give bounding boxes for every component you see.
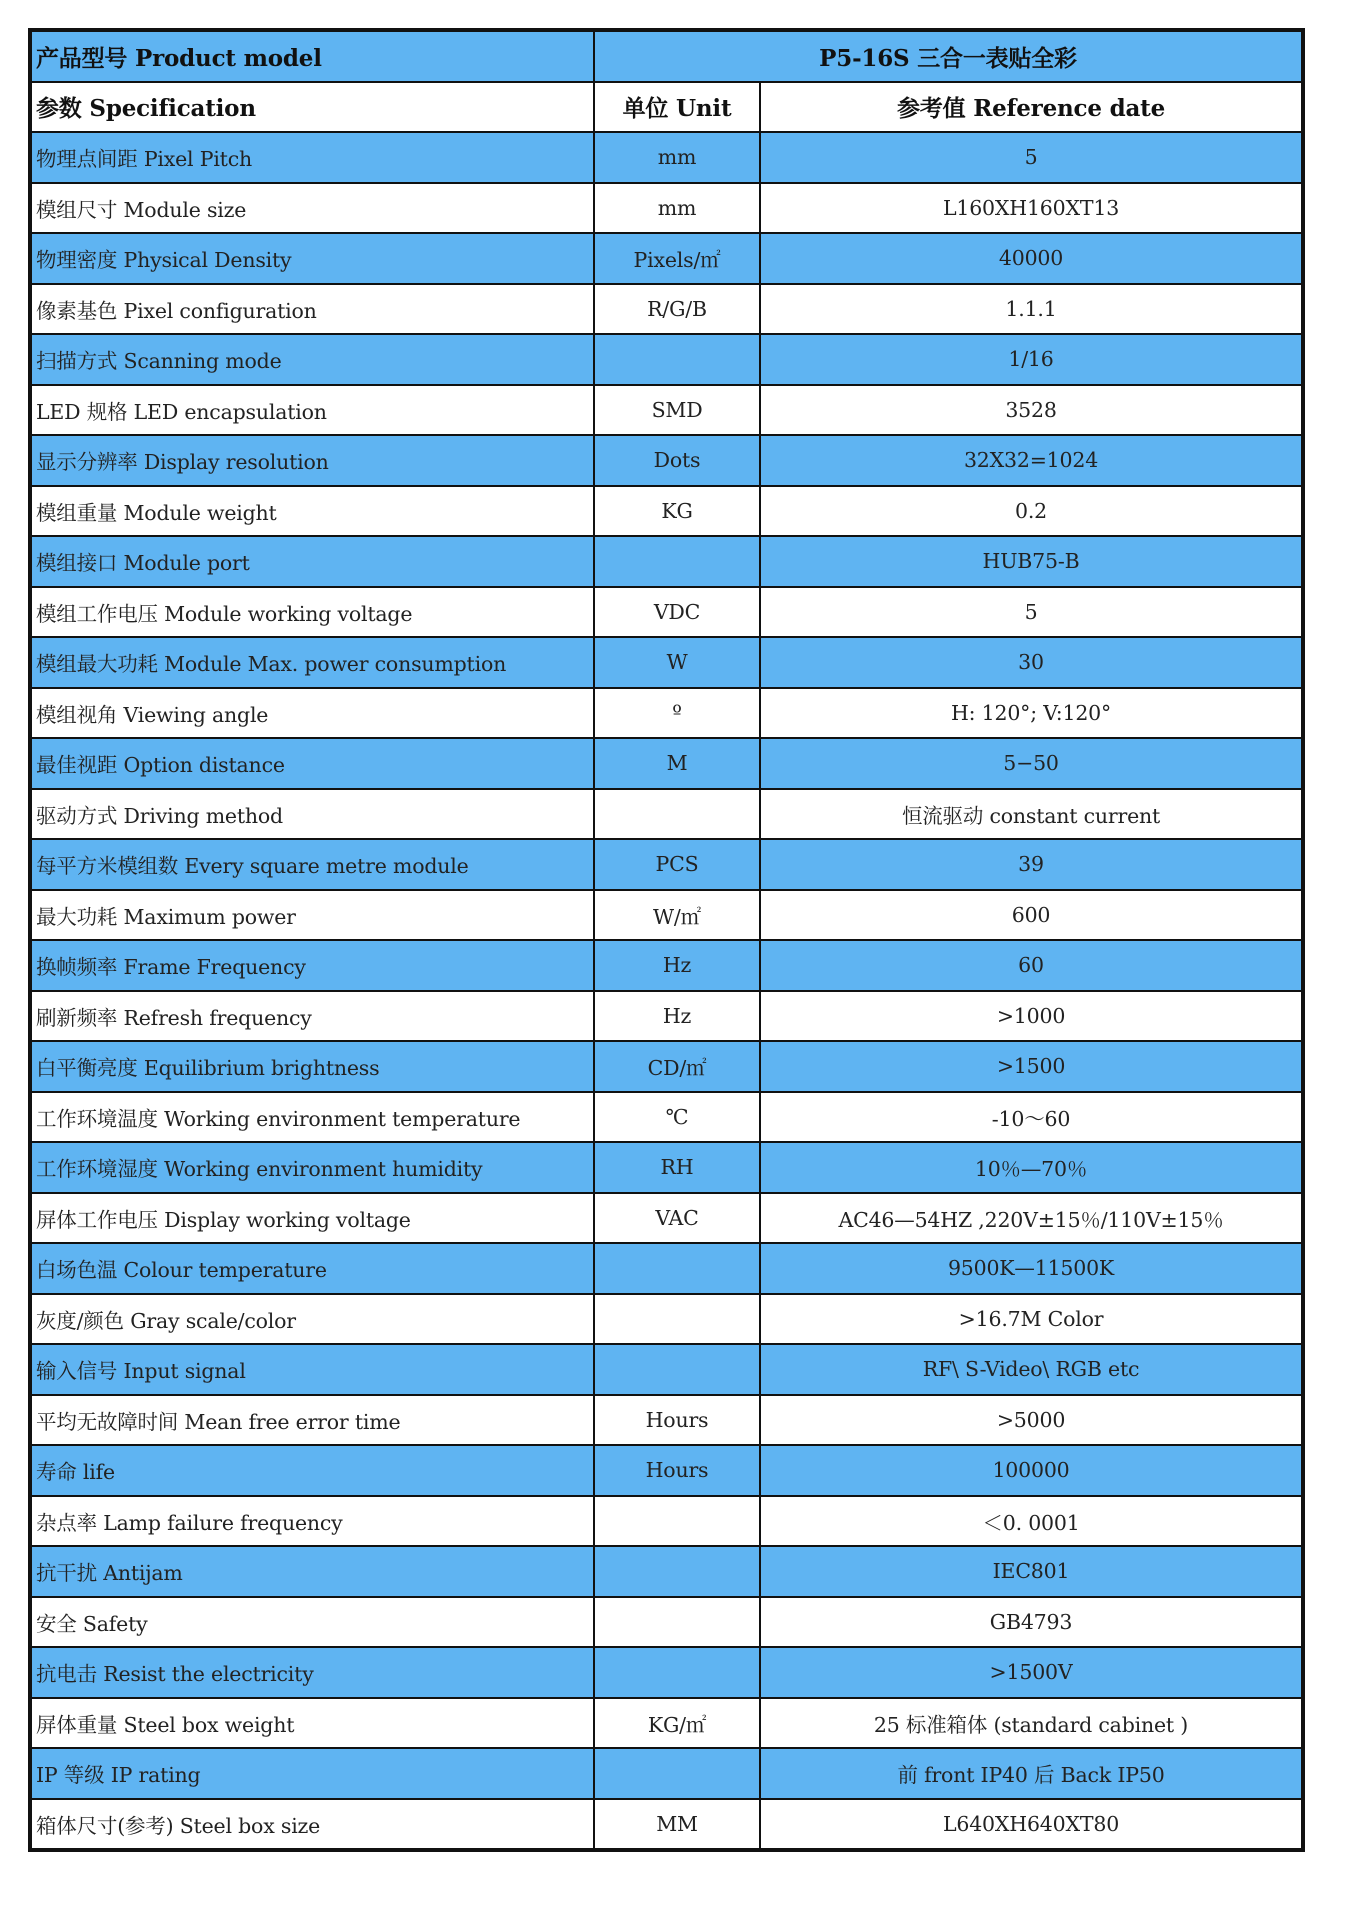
spec-cell: 最佳视距 Option distance bbox=[30, 738, 594, 789]
unit-cell: M bbox=[594, 738, 760, 789]
table-row bbox=[30, 1546, 1303, 1597]
value-cell: 1/16 bbox=[760, 334, 1303, 385]
value-cell: >16.7M Color bbox=[760, 1294, 1303, 1345]
value-cell: >5000 bbox=[760, 1395, 1303, 1446]
table-row bbox=[30, 890, 1303, 941]
unit-cell: mm bbox=[594, 183, 760, 234]
value-cell: 60 bbox=[760, 940, 1303, 991]
unit-cell: RH bbox=[594, 1142, 760, 1193]
value-cell: 恒流驱动 constant current bbox=[760, 789, 1303, 840]
unit-cell bbox=[594, 1647, 760, 1698]
value-cell: -10～60 bbox=[760, 1092, 1303, 1143]
value-cell: 9500K—11500K bbox=[760, 1243, 1303, 1294]
table-row bbox=[30, 1092, 1303, 1143]
table-row bbox=[30, 1395, 1303, 1446]
spec-cell: 白平衡亮度 Equilibrium brightness bbox=[30, 1041, 594, 1092]
unit-cell: PCS bbox=[594, 839, 760, 890]
unit-cell bbox=[594, 1496, 760, 1547]
table-row bbox=[30, 1344, 1303, 1395]
spec-cell: 输入信号 Input signal bbox=[30, 1344, 594, 1395]
table-row bbox=[30, 486, 1303, 537]
spec-cell: 白场色温 Colour temperature bbox=[30, 1243, 594, 1294]
value-cell: 1.1.1 bbox=[760, 284, 1303, 335]
unit-cell: Hz bbox=[594, 991, 760, 1042]
value-cell: 600 bbox=[760, 890, 1303, 941]
table-row bbox=[30, 1647, 1303, 1698]
table-row bbox=[30, 1748, 1303, 1799]
spec-cell: 模组重量 Module weight bbox=[30, 486, 594, 537]
value-cell: 32X32=1024 bbox=[760, 435, 1303, 486]
spec-cell: 模组尺寸 Module size bbox=[30, 183, 594, 234]
table-row bbox=[30, 435, 1303, 486]
value-cell: GB4793 bbox=[760, 1597, 1303, 1648]
value-cell: >1500 bbox=[760, 1041, 1303, 1092]
unit-cell: Pixels/㎡ bbox=[594, 233, 760, 284]
spec-cell: 模组视角 Viewing angle bbox=[30, 688, 594, 739]
spec-cell: 模组最大功耗 Module Max. power consumption bbox=[30, 637, 594, 688]
value-cell: AC46—54HZ ,220V±15％/110V±15％ bbox=[760, 1193, 1303, 1244]
unit-cell bbox=[594, 1546, 760, 1597]
unit-cell: Dots bbox=[594, 435, 760, 486]
table-row bbox=[30, 1597, 1303, 1648]
value-cell: >1000 bbox=[760, 991, 1303, 1042]
unit-cell: ℃ bbox=[594, 1092, 760, 1143]
header-reference: 参考值 Reference date bbox=[760, 82, 1303, 133]
value-cell: IEC801 bbox=[760, 1546, 1303, 1597]
unit-cell bbox=[594, 1597, 760, 1648]
table-row bbox=[30, 1041, 1303, 1092]
unit-cell: CD/㎡ bbox=[594, 1041, 760, 1092]
spec-cell: 杂点率 Lamp failure frequency bbox=[30, 1496, 594, 1547]
table-row bbox=[30, 1193, 1303, 1244]
unit-cell bbox=[594, 1294, 760, 1345]
spec-cell: 刷新频率 Refresh frequency bbox=[30, 991, 594, 1042]
header-unit: 单位 Unit bbox=[594, 82, 760, 133]
table-row bbox=[30, 587, 1303, 638]
spec-cell: 显示分辨率 Display resolution bbox=[30, 435, 594, 486]
spec-cell: 抗干扰 Antijam bbox=[30, 1546, 594, 1597]
table-row bbox=[30, 385, 1303, 436]
model-label: 产品型号 Product model bbox=[30, 30, 594, 82]
table-row bbox=[30, 738, 1303, 789]
value-cell: >1500V bbox=[760, 1647, 1303, 1698]
value-cell: 100000 bbox=[760, 1445, 1303, 1496]
table-row bbox=[30, 132, 1303, 183]
table-row bbox=[30, 688, 1303, 739]
spec-cell: 物理点间距 Pixel Pitch bbox=[30, 132, 594, 183]
spec-cell: 抗电击 Resist the electricity bbox=[30, 1647, 594, 1698]
value-cell: 40000 bbox=[760, 233, 1303, 284]
unit-cell: VAC bbox=[594, 1193, 760, 1244]
table-row bbox=[30, 536, 1303, 587]
table-row bbox=[30, 1294, 1303, 1345]
spec-table bbox=[28, 28, 1305, 1852]
spec-cell: 模组接口 Module port bbox=[30, 536, 594, 587]
header-row bbox=[30, 82, 1303, 133]
spec-cell: 屏体工作电压 Display working voltage bbox=[30, 1193, 594, 1244]
header-spec: 参数 Specification bbox=[30, 82, 594, 133]
spec-cell: 寿命 life bbox=[30, 1445, 594, 1496]
value-cell: RF\ S-Video\ RGB etc bbox=[760, 1344, 1303, 1395]
value-cell: 0.2 bbox=[760, 486, 1303, 537]
model-row bbox=[30, 30, 1303, 82]
value-cell: ＜0. 0001 bbox=[760, 1496, 1303, 1547]
value-cell: 5 bbox=[760, 132, 1303, 183]
unit-cell: mm bbox=[594, 132, 760, 183]
spec-cell: 换帧频率 Frame Frequency bbox=[30, 940, 594, 991]
unit-cell: W bbox=[594, 637, 760, 688]
spec-cell: 物理密度 Physical Density bbox=[30, 233, 594, 284]
value-cell: 5 bbox=[760, 587, 1303, 638]
table-row bbox=[30, 334, 1303, 385]
spec-cell: 驱动方式 Driving method bbox=[30, 789, 594, 840]
unit-cell: VDC bbox=[594, 587, 760, 638]
table-row bbox=[30, 183, 1303, 234]
table-row bbox=[30, 233, 1303, 284]
spec-cell: LED 规格 LED encapsulation bbox=[30, 385, 594, 436]
spec-cell: 箱体尺寸(参考) Steel box size bbox=[30, 1799, 594, 1851]
table-row bbox=[30, 1142, 1303, 1193]
table-row bbox=[30, 789, 1303, 840]
unit-cell: º bbox=[594, 688, 760, 739]
table-row bbox=[30, 1243, 1303, 1294]
unit-cell bbox=[594, 1243, 760, 1294]
value-cell: H: 120°; V:120° bbox=[760, 688, 1303, 739]
spec-cell: IP 等级 IP rating bbox=[30, 1748, 594, 1799]
unit-cell bbox=[594, 536, 760, 587]
spec-cell: 屏体重量 Steel box weight bbox=[30, 1698, 594, 1749]
unit-cell: KG bbox=[594, 486, 760, 537]
unit-cell: R/G/B bbox=[594, 284, 760, 335]
table-row bbox=[30, 1445, 1303, 1496]
value-cell: 30 bbox=[760, 637, 1303, 688]
spec-cell: 工作环境温度 Working environment temperature bbox=[30, 1092, 594, 1143]
value-cell: 10％—70％ bbox=[760, 1142, 1303, 1193]
spec-cell: 平均无故障时间 Mean free error time bbox=[30, 1395, 594, 1446]
table-row bbox=[30, 284, 1303, 335]
unit-cell: Hours bbox=[594, 1445, 760, 1496]
table-row bbox=[30, 991, 1303, 1042]
unit-cell: MM bbox=[594, 1799, 760, 1851]
model-value: P5-16S 三合一表贴全彩 bbox=[594, 30, 1303, 82]
value-cell: 5−50 bbox=[760, 738, 1303, 789]
unit-cell: Hz bbox=[594, 940, 760, 991]
spec-cell: 像素基色 Pixel configuration bbox=[30, 284, 594, 335]
spec-table-body bbox=[30, 30, 1303, 1850]
unit-cell: Hours bbox=[594, 1395, 760, 1446]
table-row bbox=[30, 1698, 1303, 1749]
unit-cell bbox=[594, 334, 760, 385]
table-row bbox=[30, 637, 1303, 688]
unit-cell bbox=[594, 1344, 760, 1395]
table-row bbox=[30, 839, 1303, 890]
spec-cell: 最大功耗 Maximum power bbox=[30, 890, 594, 941]
spec-cell: 安全 Safety bbox=[30, 1597, 594, 1648]
value-cell: 39 bbox=[760, 839, 1303, 890]
table-row bbox=[30, 1496, 1303, 1547]
unit-cell: KG/㎡ bbox=[594, 1698, 760, 1749]
table-row bbox=[30, 1799, 1303, 1851]
spec-cell: 每平方米模组数 Every square metre module bbox=[30, 839, 594, 890]
value-cell: 前 front IP40 后 Back IP50 bbox=[760, 1748, 1303, 1799]
value-cell: L160XH160XT13 bbox=[760, 183, 1303, 234]
spec-cell: 模组工作电压 Module working voltage bbox=[30, 587, 594, 638]
unit-cell bbox=[594, 1748, 760, 1799]
table-row bbox=[30, 940, 1303, 991]
value-cell: 25 标准箱体 (standard cabinet ) bbox=[760, 1698, 1303, 1749]
spec-cell: 灰度/颜色 Gray scale/color bbox=[30, 1294, 594, 1345]
unit-cell bbox=[594, 789, 760, 840]
unit-cell: SMD bbox=[594, 385, 760, 436]
value-cell: HUB75-B bbox=[760, 536, 1303, 587]
spec-cell: 工作环境湿度 Working environment humidity bbox=[30, 1142, 594, 1193]
unit-cell: W/㎡ bbox=[594, 890, 760, 941]
value-cell: L640XH640XT80 bbox=[760, 1799, 1303, 1851]
spec-cell: 扫描方式 Scanning mode bbox=[30, 334, 594, 385]
value-cell: 3528 bbox=[760, 385, 1303, 436]
